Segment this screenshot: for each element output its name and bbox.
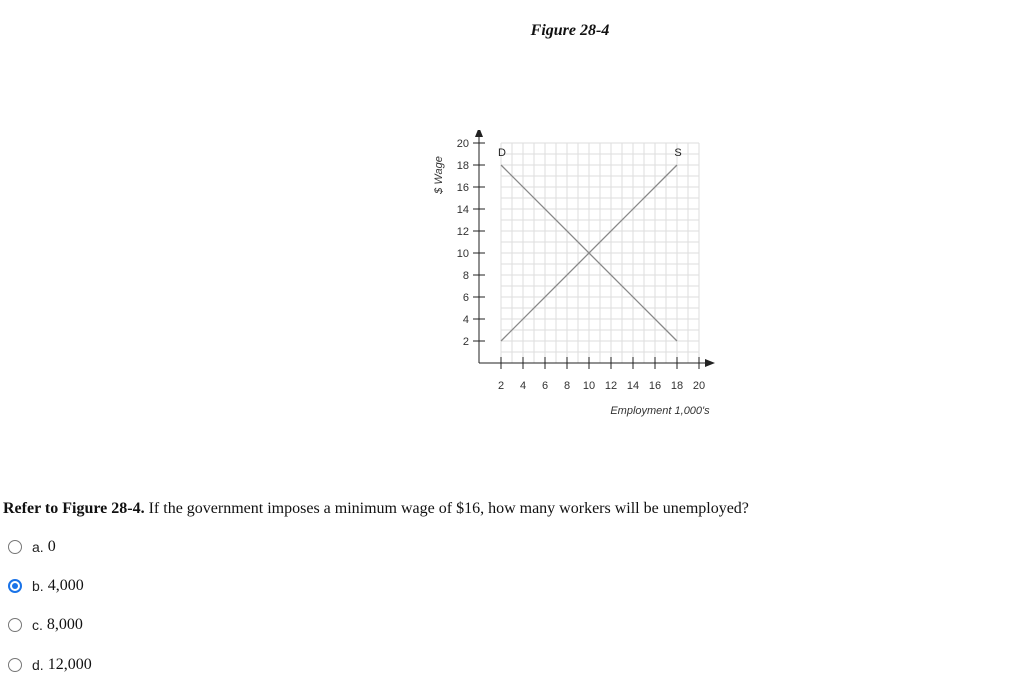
option-value: 4,000 — [47, 577, 84, 594]
x-tick-label: 10 — [582, 380, 596, 392]
y-tick-label: 6 — [462, 292, 469, 304]
option-letter: a. — [32, 539, 44, 555]
option-letter: b. — [32, 578, 44, 594]
x-tick-label: 14 — [626, 380, 640, 392]
option-d[interactable] — [8, 654, 92, 676]
x-tick-label: 16 — [648, 380, 662, 392]
radio-button[interactable] — [8, 540, 22, 554]
x-tick-label: 2 — [497, 380, 505, 392]
y-tick-label: 12 — [456, 226, 469, 238]
question-body: If the government imposes a minimum wage of $16, how many workers will be unemployed? — [148, 500, 749, 517]
y-axis-label: $ Wage — [433, 156, 445, 194]
option-b[interactable] — [8, 575, 84, 597]
labor-market-chart — [420, 130, 720, 430]
x-tick-label: 6 — [541, 380, 549, 392]
option-a[interactable] — [8, 536, 56, 558]
radio-button[interactable] — [8, 618, 22, 632]
radio-button[interactable] — [8, 579, 22, 593]
series-label-d: D — [498, 147, 506, 159]
y-tick-label: 8 — [462, 270, 469, 282]
x-tick-label: 4 — [519, 380, 527, 392]
y-tick-label: 2 — [462, 336, 469, 348]
y-tick-label: 4 — [462, 314, 469, 326]
x-tick-label: 18 — [670, 380, 684, 392]
option-value: 8,000 — [46, 616, 83, 633]
option-c[interactable] — [8, 614, 83, 636]
question-text — [3, 500, 749, 518]
y-tick-label: 20 — [456, 138, 469, 150]
x-axis-arrow — [705, 359, 715, 367]
figure-title: Figure 28-4 — [530, 22, 610, 39]
x-tick-label: 12 — [604, 380, 618, 392]
option-letter: c. — [32, 617, 43, 633]
x-tick-label: 8 — [563, 380, 571, 392]
y-tick-label: 10 — [456, 248, 469, 260]
option-value: 12,000 — [47, 656, 92, 673]
option-value: 0 — [47, 538, 56, 555]
question-ref: Refer to Figure 28-4. — [3, 500, 145, 517]
series-label-s: S — [674, 147, 682, 159]
y-tick-label: 16 — [456, 182, 469, 194]
x-axis-label: Employment 1,000's — [610, 405, 710, 417]
y-tick-label: 14 — [456, 204, 469, 216]
option-letter: d. — [32, 657, 44, 673]
y-axis-arrow — [475, 130, 483, 137]
x-tick-label: 20 — [692, 380, 706, 392]
y-tick-label: 18 — [456, 160, 469, 172]
radio-button[interactable] — [8, 658, 22, 672]
chart-grid — [501, 143, 699, 363]
